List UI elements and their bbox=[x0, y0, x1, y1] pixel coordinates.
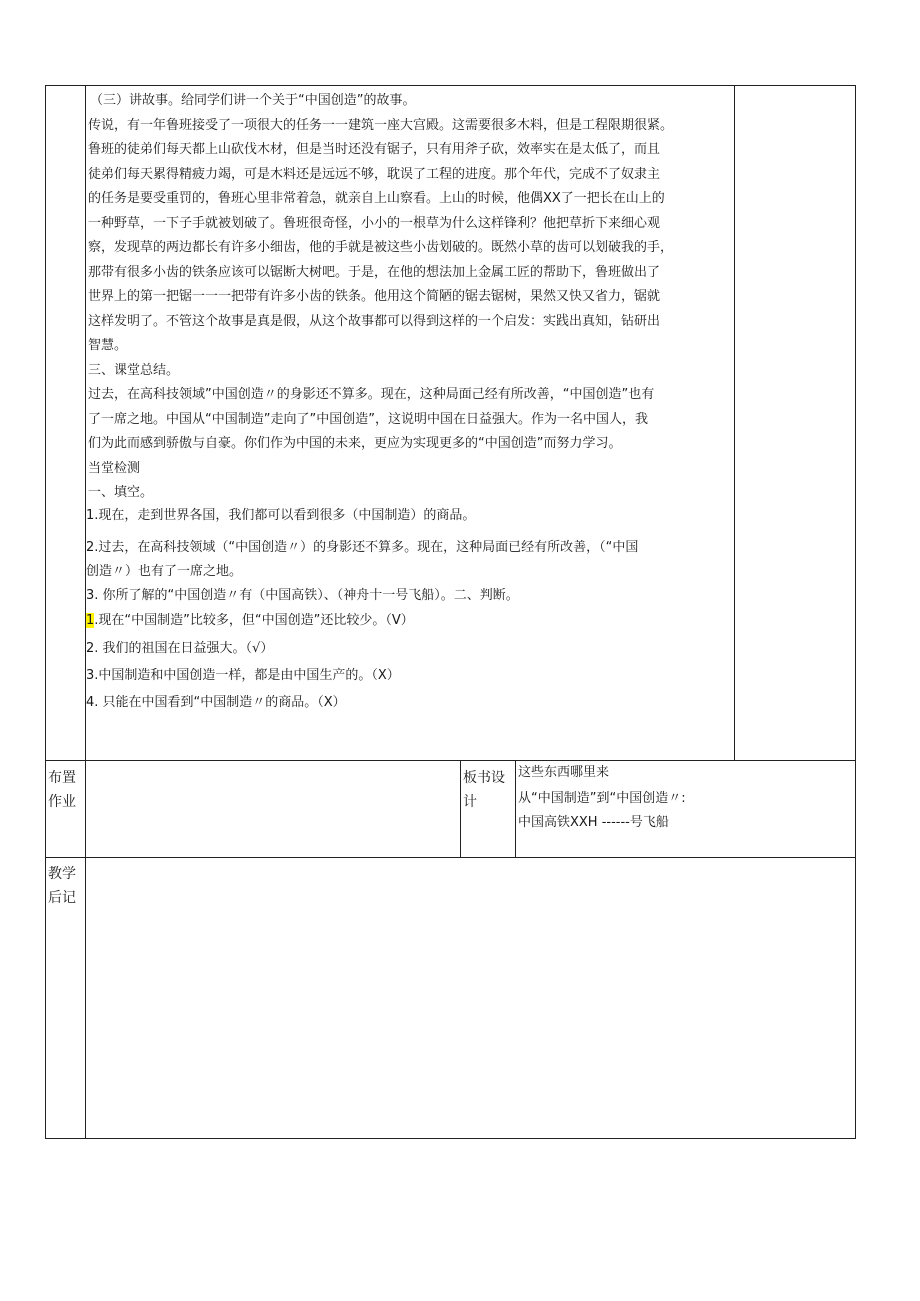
fill-heading: 一、填空。 bbox=[88, 485, 154, 500]
row-divider-2 bbox=[45, 857, 856, 858]
judge-question-1 bbox=[86, 612, 414, 630]
summary-line: 了一席之地。中国从“中国制造”走向了”中国创造”，这说明中国在日益强大。作为一名中国人，我 bbox=[88, 411, 648, 427]
homework-label: 布置 作业 bbox=[48, 770, 76, 810]
fill-question-1: 1.现在，走到世界各国，我们都可以看到很多（中国制造）的商品。 bbox=[86, 508, 476, 523]
story-line: 察，发现草的两边都长有许多小细齿，他的手就是被这些小齿划破的。既然小草的齿可以划破我的手， bbox=[88, 240, 674, 255]
reflection-label: 教学 后记 bbox=[48, 866, 76, 906]
story-line: 徒弟们每天累得精疲力竭，可是木料还是远远不够，耽误了工程的进度。那个年代，完成不了奴隶主 bbox=[88, 166, 661, 182]
story-line: 智慧。 bbox=[88, 338, 128, 353]
fill-question-2: 2.过去，在高科技领域（“中国创造〃）的身影还不算多。现在，这种局面已经有所改善，（“中国 bbox=[86, 540, 639, 555]
story-line: 的任务是要受重罚的，鲁班心里非常着急，就亲自上山察看。上山的时候，他偶XX了一把长在山上的 bbox=[88, 191, 665, 206]
story-line: 一种野草，一下子手就被划破了。鲁班很奇怪，小小的一根草为什么这样锋利？他把草折下来细心观 bbox=[88, 215, 661, 231]
summary-heading: 三、课堂总结。 bbox=[88, 362, 180, 378]
side-column-border bbox=[734, 85, 735, 761]
story-line: 传说，有一年鲁班接受了一项很大的任务一一建筑一座大宫殿。这需要很多木料，但是工程限期很紧。 bbox=[88, 117, 674, 133]
table-bottom-border bbox=[45, 1138, 856, 1139]
story-line: 这样发明了。不管这个故事是真是假，从这个故事都可以得到这样的一个启发：实践出真知，钻研出 bbox=[88, 313, 661, 329]
judge-question-2: 2. 我们的祖国在日益强大。（√） bbox=[86, 641, 274, 656]
story-line: 世界上的第一把锯一一一把带有许多小齿的铁条。他用这个简陋的锯去锯树，果然又快又省力，锯就 bbox=[88, 289, 661, 304]
story-section bbox=[88, 89, 733, 506]
board-line-3: 中国高铁XXH ------号飞船 bbox=[518, 815, 669, 830]
summary-line: 过去，在高科技领域”中国创造〃的身影还不算多。现在，这种局面己经有所改善，“中国创造”也有 bbox=[88, 387, 655, 402]
summary-line: 们为此而感到骄傲与自豪。你们作为中国的未来，更应为实现更多的“中国创造”而努力学习。 bbox=[88, 436, 622, 451]
judge-question-4: 4. 只能在中国看到“中国制造〃的商品。（X） bbox=[86, 695, 346, 710]
board-design-label: 板书设 计 bbox=[463, 770, 505, 810]
board-line-2: 从“中国制造”到“中国创造〃: bbox=[518, 791, 686, 806]
board-label-left-border bbox=[460, 760, 461, 858]
story-line: 鲁班的徒弟们每天都上山砍伐木材，但是当时还没有锯子，只有用斧子砍，效率实在是太低了，而且 bbox=[88, 142, 661, 157]
board-line-1: 这些东西哪里来 bbox=[518, 765, 610, 780]
check-heading: 当堂检测 bbox=[88, 460, 141, 476]
story-line: 那带有很多小齿的铁条应该可以锯断大树吧。于是，在他的想法加上金属工匠的帮助下，鲁班做出了 bbox=[88, 264, 661, 280]
judge-question-1-text: .现在“中国制造”比较多，但“中国创造”还比较少。（V） bbox=[94, 613, 414, 628]
table-right-border bbox=[855, 85, 856, 1139]
judge-question-3: 3.中国制造和中国创造一样，都是由中国生产的。（X） bbox=[86, 668, 400, 683]
fill-question-3: 3. 你所了解的“中国创造〃有（中国高铁）、（神舟十一号飞船）。二、判断。 bbox=[86, 588, 519, 603]
table-left-border bbox=[45, 85, 46, 1139]
highlight-mark: 1 bbox=[86, 613, 95, 628]
fill-question-2-cont: 创造〃）也有了一席之地。 bbox=[86, 564, 243, 579]
story-heading: （三）讲故事。给同学们讲一个关于“中国创造”的故事。 bbox=[90, 93, 416, 108]
board-label-right-border bbox=[515, 760, 516, 858]
